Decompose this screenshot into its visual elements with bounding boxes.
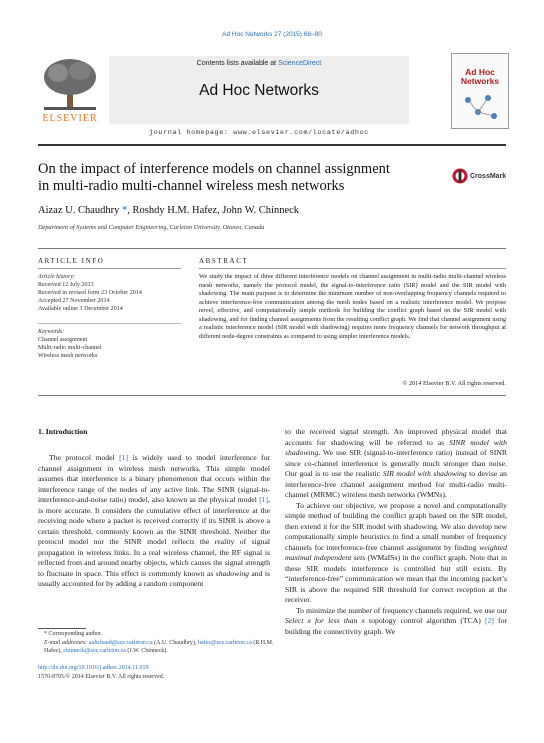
article-title-line2: in multi-radio multi-channel wireless mesh networks [38, 178, 345, 194]
body-column-left [38, 453, 270, 590]
article-title [38, 161, 458, 195]
text-run: SINR model with shadowing [285, 437, 507, 457]
history-item: Available online 3 December 2014 [38, 306, 123, 313]
paragraph [285, 501, 507, 606]
text-run: Select x for less than x [285, 616, 365, 625]
cover-graphic [460, 92, 500, 122]
cover-title-line2: Networks [460, 76, 500, 86]
publisher-name: ELSEVIER [42, 113, 98, 124]
email-owner: (J.W. Chinneck). [125, 648, 168, 655]
text-run: , is more accurate. It considers the cumulative effect of interference at the receiving node where a packet is received correctly if its SINR is above a certain threshold, commonly known as the SINR threshold. Neither the protocol model nor the SINR model reflects the reality of signal propagation in wireless links. In a real wireless channel, the RF signal is reflected from and around nearby objects, which causes the signal strength to fluctuate in space. This effect is commonly known as [38, 495, 270, 578]
abstract-rule [199, 268, 506, 269]
text-run: To minimize the number of frequency channels required, we use our [296, 605, 507, 615]
text-run: and is usually accounted for by adding a random component [38, 568, 270, 588]
abstract-text: We study the impact of three different interference models on channel assignment in multi-radio multi-channel wireless mesh networks, namely the protocol model, the signal-to-interference ratio (SIR) model and the SIR model with shadowing. The main purpose is to determine the minimum number of non-overlapping frequency channels required to achieve interference-free communication among the mesh nodes based on a realistic interference model. We propose novel, effective, and computationally simple methods for building the conflict graph based on the SIR model with shadowing, and for finding channel assignments from the resulting conflict graph. We find that channel assignment using a realistic interference model (SIR model with shadowing) requires more frequency channels for network throughput at different node-degree constraints as compared to using simpler interference models. [199, 273, 506, 340]
cover-title-line1: Ad Hoc [465, 67, 495, 77]
email-label: E-mail addresses: [44, 639, 89, 646]
article-info-rule [38, 268, 181, 269]
corresponding-author-note: * Corresponding author. [44, 631, 103, 637]
introduction-heading: 1. Introduction [38, 427, 88, 436]
keyword-item: Channel assignment [38, 337, 88, 344]
history-item: Accepted 27 November 2014 [38, 298, 110, 305]
text-run: To achieve our objective, we propose a novel and computationally simple method of building the conflict graph based on the SIR model, then extend it for the SIR model with shadowing. We also develop new computationally simple heuristics to find a small number of frequency channels for interference-free channel assignment by finding [285, 500, 507, 552]
text-run: SIR model with shadowing [382, 469, 467, 478]
text-run: is widely used to model interference for channel assignment in wireless mesh networks. This simple model assumes that interference is a binary phenomenon that occurs within the interference range of the nodes of any active link. The SINR (signal-to-interference-and-noise ratio) model, also known as the physical model [38, 453, 270, 504]
keyword-item: Wireless mesh networks [38, 353, 98, 360]
paragraph [38, 453, 270, 590]
text-run: weighted maximal independent sets [285, 542, 507, 562]
affiliation: Department of Systems and Computer Engineering, Carleton University, Ottawa, Canada [38, 224, 265, 231]
title-rule [38, 248, 506, 249]
text-run: to the received signal strength. An improved physical model that accounts for shadowing will be referred to as [285, 427, 507, 447]
crossmark-label[interactable]: CrossMark [470, 173, 507, 180]
cover-title [452, 68, 508, 86]
text-run: (WMaISs) in the conflict graph. Note that in these SIR models interference is controlled but still exists. By “interference-free” communication we mean that the incoming packet’s SIR is above the required SIR threshold for correct reception at the receiver. [285, 553, 507, 604]
author-list [38, 205, 299, 216]
footnote-rule [38, 628, 86, 629]
issn-copyright: 1570-8705/© 2014 Elsevier B.V. All rights reserved. [38, 673, 165, 680]
keywords [38, 328, 181, 360]
citation-link[interactable]: [1] [259, 495, 269, 504]
text-run: . We use SIR (signal-to-interference ratio) instead of SINR since co-channel interference is generally much stronger than noise. Our goal is to use the realistic [285, 448, 507, 478]
keyword-item: Multi-radio multi-channel [38, 345, 102, 352]
author-name[interactable]: Aizaz U. Chaudhry [38, 205, 120, 216]
journal-reference[interactable]: Ad Hoc Networks 27 (2015) 68–80 [222, 31, 322, 38]
text-run: shadowing [215, 568, 250, 578]
journal-cover-thumbnail[interactable] [451, 53, 509, 129]
journal-homepage[interactable]: journal homepage: www.elsevier.com/locate/adhoc [149, 129, 369, 137]
journal-title: Ad Hoc Networks [199, 82, 319, 99]
paragraph [285, 606, 507, 638]
doi-link[interactable]: http://dx.doi.org/10.1016/j.adhoc.2014.11.019 [38, 665, 149, 671]
header-rule [38, 144, 506, 146]
email-owner: (R.H.M. Hafez), [44, 639, 274, 655]
abstract-bottom-rule [38, 395, 506, 396]
sciencedirect-link[interactable]: ScienceDirect [278, 60, 322, 67]
article-history [38, 273, 181, 313]
footnote [38, 630, 278, 656]
abstract-heading: ABSTRACT [199, 257, 249, 265]
other-authors[interactable]: , Roshdy H.M. Hafez, John W. Chinneck [127, 205, 300, 216]
email-owner: (A.U. Chaudhry), [152, 639, 198, 646]
email-link[interactable]: hafez@sce.carleton.ca [197, 639, 252, 646]
text-run: to devise an interference-free channel assignment method for multi-radio multi-channel (MRMC) wireless mesh networks (WMNs). [285, 469, 507, 499]
crossmark-icon[interactable] [452, 168, 468, 184]
email-link[interactable]: chinneck@sce.carleton.ca [63, 648, 126, 655]
article-title-line1: On the impact of interference models on channel assignment [38, 161, 390, 177]
history-item: Received in revised form 23 October 2014 [38, 290, 142, 297]
keywords-label: Keywords: [38, 329, 65, 335]
history-item: Received 12 July 2013 [38, 282, 94, 289]
email-link[interactable]: auhchaud@sce.carleton.ca [88, 639, 153, 646]
email-addresses [38, 639, 278, 656]
history-label: Article history: [38, 274, 76, 280]
text-run: The protocol model [49, 453, 120, 462]
keywords-rule [38, 323, 181, 324]
text-run: topology control algorithm (TCA) [364, 616, 485, 625]
doi-block [38, 664, 164, 681]
citation-link[interactable]: [1] [119, 453, 129, 462]
text-run: for building the connectivity graph. We [285, 616, 507, 636]
body-column-right [285, 427, 507, 637]
abstract-copyright: © 2014 Elsevier B.V. All rights reserved. [402, 380, 506, 387]
article-info-heading: ARTICLE INFO [38, 257, 105, 265]
citation-link[interactable]: [2] [484, 616, 494, 625]
paragraph [285, 427, 507, 501]
corresponding-author-mark[interactable]: * [121, 205, 128, 216]
contents-available-line [109, 60, 409, 67]
contents-prefix: Contents lists available at [196, 60, 279, 67]
